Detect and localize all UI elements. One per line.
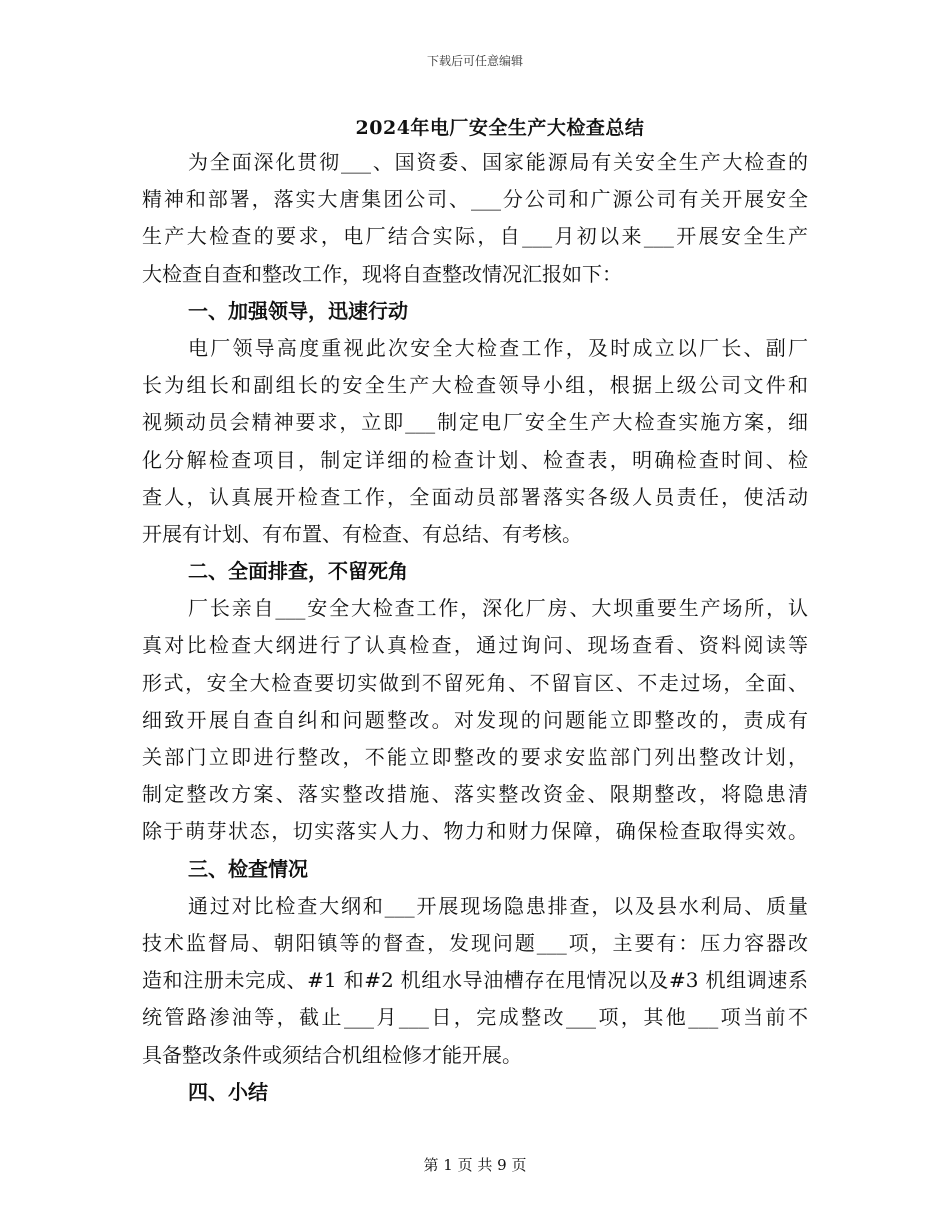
paragraph-line: 制定整改方案、落实整改措施、落实整改资金、限期整改，将隐患清 [142, 782, 808, 807]
section-1 [142, 293, 808, 553]
paragraph-line: 形式，安全大检查要切实做到不留死角、不留盲区、不走过场，全面、 [142, 670, 808, 695]
paragraph-line: 厂长亲自___安全大检查工作，深化厂房、大坝重要生产场所，认 [188, 596, 808, 621]
section-heading: 三、检查情况 [188, 856, 308, 881]
paragraph-line: 真对比检查大纲进行了认真检查，通过询问、现场查看、资料阅读等 [142, 633, 808, 658]
paragraph-line: 长为组长和副组长的安全生产大检查领导小组，根据上级公司文件和 [142, 373, 808, 398]
paragraph-line: 除于萌芽状态，切实落实人力、物力和财力保障，确保检查取得实效。 [142, 819, 808, 844]
document-title: 2024年电厂安全生产大检查总结 [355, 117, 645, 139]
paragraph-line: 造和注册未完成、#1 和#2 机组水导油槽存在甩情况以及#3 机组调速系 [142, 968, 808, 993]
paragraph-line: 统管路渗油等，截止___月___日，完成整改___项，其他___项当前不 [142, 1005, 808, 1030]
paragraph-line: 开展有计划、有布置、有检查、有总结、有考核。 [142, 521, 582, 546]
section-heading: 一、加强领导，迅速行动 [188, 298, 408, 323]
header-note: 下载后可任意编辑 [426, 54, 523, 68]
section-heading: 四、小结 [188, 1079, 268, 1104]
page-number-footer: 第 1 页 共 9 页 [423, 1156, 527, 1174]
paragraph-line: 具备整改条件或须结合机组检修才能开展。 [142, 1042, 522, 1067]
paragraph-line: 通过对比检查大纲和___开展现场隐患排查，以及县水利局、质量 [188, 893, 808, 918]
paragraph-line: 关部门立即进行整改，不能立即整改的要求安监部门列出整改计划， [142, 745, 808, 769]
paragraph-line: 电厂领导高度重视此次安全大检查工作，及时成立以厂长、副厂 [188, 335, 808, 360]
intro-paragraph [142, 144, 808, 293]
paragraph-line: 大检查自查和整改工作，现将自查整改情况汇报如下： [142, 261, 622, 286]
paragraph-line: 精神和部署，落实大唐集团公司、___分公司和广源公司有关开展安全 [142, 187, 808, 212]
paragraph-line: 查人，认真展开检查工作，全面动员部署落实各级人员责任，使活动 [142, 484, 808, 509]
section-3 [142, 851, 808, 1074]
paragraph-line: 化分解检查项目，制定详细的检查计划、检查表，明确检查时间、检 [142, 447, 808, 472]
paragraph-line: 细致开展自查自纠和问题整改。对发现的问题能立即整改的，责成有 [142, 707, 808, 732]
paragraph-line: 为全面深化贯彻___、国资委、国家能源局有关安全生产大检查的 [188, 150, 808, 174]
section-4 [142, 1074, 808, 1111]
paragraph-line: 视频动员会精神要求，立即___制定电厂安全生产大检查实施方案，细 [142, 410, 808, 435]
section-heading: 二、全面排查，不留死角 [188, 559, 408, 584]
paragraph-line: 技术监督局、朝阳镇等的督查，发现问题___项，主要有：压力容器改 [142, 930, 808, 955]
paragraph-line: 生产大检查的要求，电厂结合实际，自___月初以来___开展安全生产 [142, 224, 808, 249]
document-body [142, 144, 808, 1111]
section-2 [142, 553, 808, 851]
